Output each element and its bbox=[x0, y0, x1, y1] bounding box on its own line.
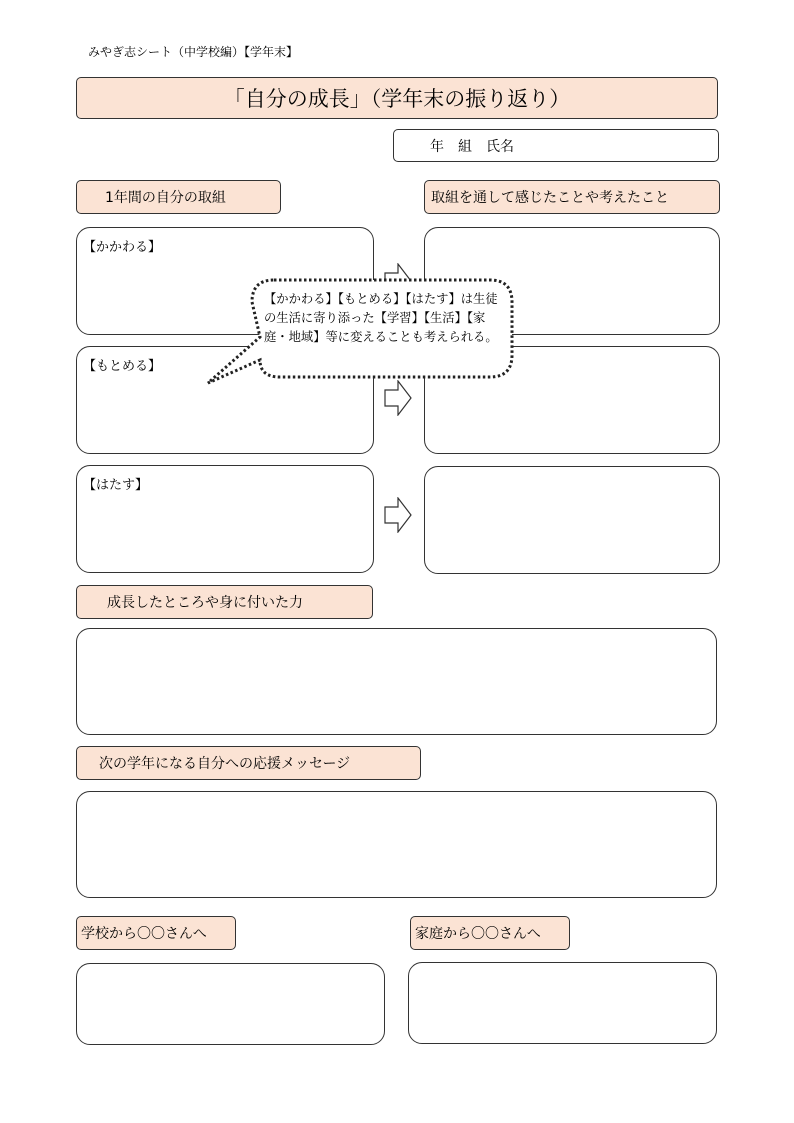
effort-label-hatasu: 【はたす】 bbox=[83, 478, 149, 493]
efforts-header bbox=[76, 180, 281, 214]
message-header bbox=[76, 746, 421, 780]
reflection-header-text: 取組を通して感じたことや考えたこと bbox=[431, 190, 669, 206]
family-message-box[interactable] bbox=[408, 962, 717, 1044]
message-header-text: 次の学年になる自分への応援メッセージ bbox=[99, 756, 351, 772]
school-header bbox=[76, 916, 236, 950]
growth-header bbox=[76, 585, 373, 619]
effort-label-motomeru: 【もとめる】 bbox=[83, 359, 162, 374]
efforts-header-text: 1年間の自分の取組 bbox=[105, 190, 226, 206]
reflection-box-3[interactable] bbox=[424, 466, 720, 574]
callout-text: 【かかわる】【もとめる】【はたす】は生徒の生活に寄り添った【学習】【生活】【家庭・地域】等に変えることも考えられる。 bbox=[264, 292, 498, 344]
family-header-text: 家庭から〇〇さんへ bbox=[415, 926, 541, 942]
effort-label-kakawaru: 【かかわる】 bbox=[83, 240, 162, 255]
message-box[interactable] bbox=[76, 791, 717, 898]
name-field[interactable] bbox=[393, 129, 719, 162]
effort-box-hatasu[interactable] bbox=[76, 465, 374, 573]
right-arrow-icon bbox=[384, 497, 412, 533]
page-title bbox=[76, 77, 718, 119]
name-field-label: 年 組 氏名 bbox=[430, 138, 514, 155]
growth-header-text: 成長したところや身に付いた力 bbox=[107, 595, 303, 611]
school-header-text: 学校から〇〇さんへ bbox=[81, 926, 207, 942]
reflection-header bbox=[424, 180, 720, 214]
sheet-series-label: みやぎ志シート（中学校編）【学年末】 bbox=[88, 45, 299, 59]
family-header bbox=[410, 916, 570, 950]
school-message-box[interactable] bbox=[76, 963, 385, 1045]
growth-box[interactable] bbox=[76, 628, 717, 735]
page-title-text: 「自分の成長」（学年末の振り返り） bbox=[223, 87, 571, 111]
